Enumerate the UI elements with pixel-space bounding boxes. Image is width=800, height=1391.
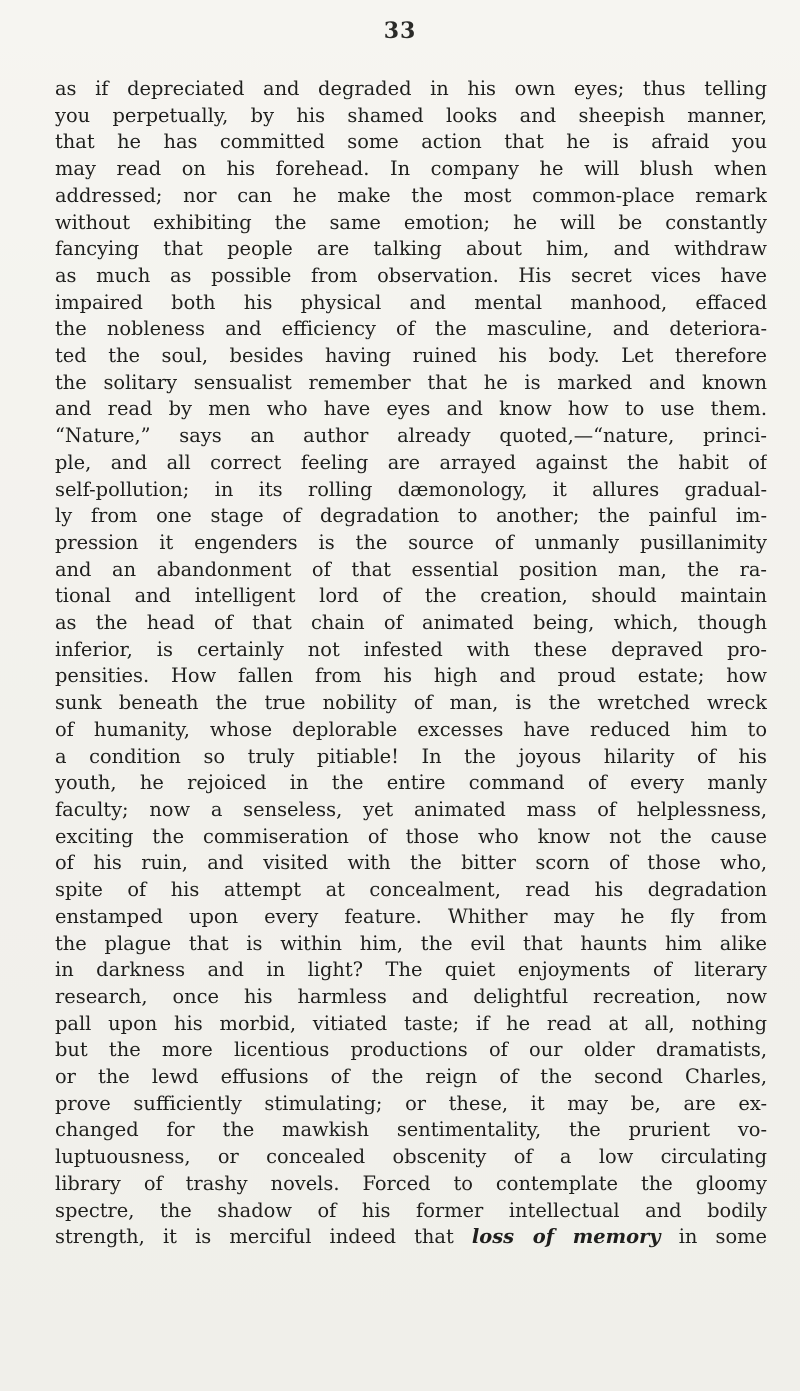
text-line: ple, and all correct feeling are arrayed against the habit of [55,450,767,474]
text-line: the plague that is within him, the evil that haunts him alike [55,931,767,955]
text-line: fancying that people are talking about him, and withdraw [55,237,767,261]
page-number: 33 [383,18,417,44]
text-line: as if depreciated and degraded in his own eyes; thus telling [55,77,767,100]
text-line: you perpetually, by his shamed looks and sheepish manner, [55,103,767,127]
text-line: ted the soul, besides having ruined his body. Let therefore [55,344,767,368]
text-line: “Nature,” says an author already quoted,—“nature, princi- [55,424,767,448]
text-line: youth, he rejoiced in the entire command of every manly [55,771,767,795]
text-line: exciting the commiseration of those who know not the cause [55,824,767,848]
text-line: spite of his attempt at concealment, read his degradation [55,878,767,902]
text-line: that he has committed some action that he is afraid you [55,130,767,154]
body-text [55,76,767,1251]
text-line: as the head of that chain of animated being, which, though [55,611,767,635]
text-line: self-pollution; in its rolling dæmonology, it allures gradual- [55,477,767,501]
text-line: as much as possible from observation. His secret vices have [55,263,767,287]
text-line: addressed; nor can he make the most common-place remark [55,183,767,207]
text-line: the nobleness and efficiency of the masculine, and deteriora- [55,317,767,341]
text-line: may read on his forehead. In company he will blush when [55,157,767,181]
text-line: tional and intelligent lord of the creation, should maintain [55,584,767,608]
text-line: pall upon his morbid, vitiated taste; if he read at all, nothing [55,1011,767,1035]
text-line: a condition so truly pitiable! In the joyous hilarity of his [55,744,767,768]
text-line: changed for the mawkish sentimentality, the prurient vo- [55,1118,767,1142]
text-line: spectre, the shadow of his former intellectual and bodily [55,1198,767,1222]
text-line: of humanity, whose deplorable excesses have reduced him to [55,717,767,741]
text-line: and an abandonment of that essential position man, the ra- [55,557,767,581]
text-line: the solitary sensualist remember that he is marked and known [55,370,767,394]
italic-emphasis: loss of memory [471,1225,661,1249]
text-line: faculty; now a senseless, yet animated mass of helplessness, [55,797,767,821]
text-line: prove sufficiently stimulating; or these, it may be, are ex- [55,1091,767,1115]
text-line: sunk beneath the true nobility of man, is the wretched wreck [55,691,767,715]
final-line-tail: in some [678,1225,767,1249]
text-line: ly from one stage of degradation to another; the painful im- [55,504,767,528]
text-line: pensities. How fallen from his high and proud estate; how [55,664,767,688]
text-line: or the lewd effusions of the reign of the second Charles, [55,1065,767,1089]
text-line: research, once his harmless and delightful recreation, now [55,984,767,1008]
text-line: in darkness and in light? The quiet enjoyments of literary [55,958,767,982]
text-line: without exhibiting the same emotion; he will be constantly [55,210,767,234]
text-line: but the more licentious productions of our older dramatists, [55,1038,767,1062]
text-line-final [55,1224,767,1251]
text-line: enstamped upon every feature. Whither may he fly from [55,904,767,928]
final-line-start: strength, it is merciful indeed that [55,1225,454,1249]
text-line: of his ruin, and visited with the bitter scorn of those who, [55,851,767,875]
text-line: inferior, is certainly not infested with these depraved pro- [55,637,767,661]
text-line: library of trashy novels. Forced to contemplate the gloomy [55,1171,767,1195]
text-line: and read by men who have eyes and know how to use them. [55,397,767,421]
text-line: pression it engenders is the source of unmanly pusillanimity [55,530,767,554]
text-line: impaired both his physical and mental manhood, effaced [55,290,767,314]
text-line: luptuousness, or concealed obscenity of a low circulating [55,1145,767,1169]
